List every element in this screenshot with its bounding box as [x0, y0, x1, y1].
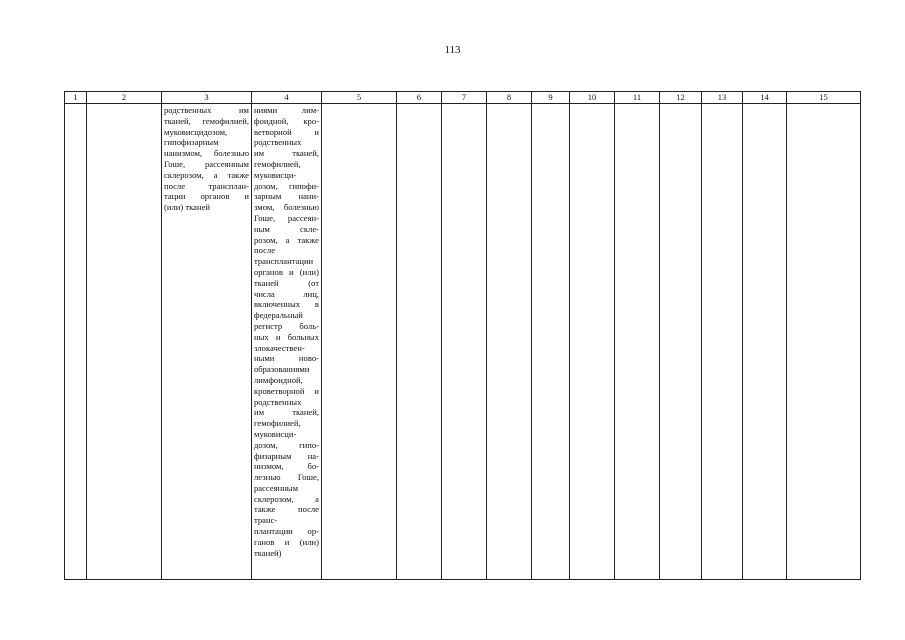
header-col-7: 7: [442, 92, 487, 104]
text-line: тканей): [254, 547, 282, 558]
header-col-10: 10: [570, 92, 615, 104]
text-line: зарным нани-: [254, 191, 319, 202]
cell-col-9: [532, 104, 570, 580]
cell-col-1: [65, 104, 87, 580]
text-line: нанизмом, болезнью: [164, 148, 249, 159]
text-line: тканей (от: [254, 277, 319, 288]
header-col-12: 12: [660, 92, 702, 104]
text-line: рассеянным: [254, 482, 299, 493]
header-col-15: 15: [787, 92, 861, 104]
text-line: плантации ор-: [254, 526, 319, 537]
text-line: образованиями: [254, 364, 310, 375]
text-line: ветворной и: [254, 126, 319, 137]
text-line: им тканей,: [254, 407, 319, 418]
text-line: родственных им: [164, 105, 249, 115]
text-line: ниями лим-: [254, 105, 319, 115]
cell-col-10: [570, 104, 615, 580]
page-number: 113: [444, 44, 461, 56]
text-line: трансплантации: [254, 256, 314, 267]
header-col-3: 3: [162, 92, 252, 104]
text-line: гемофилией,: [254, 158, 301, 169]
text-line: транс-: [254, 515, 278, 526]
header-col-6: 6: [397, 92, 442, 104]
text-line: муковисцидозом,: [164, 126, 228, 137]
header-col-5: 5: [322, 92, 397, 104]
cell-col-12: [660, 104, 702, 580]
text-line: им тканей,: [254, 148, 319, 159]
text-line: склерозом, а также: [164, 169, 249, 180]
text-line: Гоше, рассеянным: [164, 158, 249, 169]
text-line: розом, а также: [254, 234, 319, 245]
text-line: злокачествен-: [254, 342, 305, 353]
text-line: гемофилией,: [254, 418, 301, 429]
header-col-11: 11: [615, 92, 660, 104]
cell-col-15: [787, 104, 861, 580]
text-line: ными ново-: [254, 353, 319, 364]
text-line: (или) тканей: [164, 202, 210, 213]
text-line: дозом, гипо-: [254, 439, 319, 450]
cell-col-8: [487, 104, 532, 580]
text-line: гипофизарным: [164, 137, 219, 148]
text-line: числа лиц,: [254, 288, 319, 299]
text-line: муковисци-: [254, 169, 297, 180]
text-line: склерозом, а: [254, 493, 319, 504]
header-col-1: 1: [65, 92, 87, 104]
text-line: тации органов и: [164, 191, 249, 202]
text-line: кроветворной и: [254, 385, 319, 396]
data-table: [64, 91, 861, 580]
text-line: фоидной, кро-: [254, 115, 319, 126]
text-line: Гоше, рассеян-: [254, 212, 319, 223]
cell-col-6: [397, 104, 442, 580]
header-col-8: 8: [487, 92, 532, 104]
text-line: физарным на-: [254, 450, 319, 461]
header-col-14: 14: [743, 92, 787, 104]
text-line: родственных: [254, 137, 302, 148]
text-line: ных и больных: [254, 331, 319, 342]
text-line: низмом, бо-: [254, 461, 319, 472]
cell-col-3-text: [162, 104, 251, 213]
cell-col-4-text: [252, 104, 321, 558]
header-col-2: 2: [87, 92, 162, 104]
text-line: также после: [254, 504, 319, 515]
header-col-4: 4: [252, 92, 322, 104]
text-line: регистр боль-: [254, 320, 319, 331]
cell-col-5: [322, 104, 397, 580]
text-line: включенных в: [254, 299, 319, 310]
text-line: после: [254, 245, 276, 256]
text-line: после трансплан-: [164, 180, 249, 191]
text-line: федеральный: [254, 310, 303, 321]
text-line: органов и (или): [254, 266, 319, 277]
cell-col-4: [252, 104, 322, 580]
text-line: родственных: [254, 396, 302, 407]
cell-col-11: [615, 104, 660, 580]
header-col-9: 9: [532, 92, 570, 104]
cell-col-3: [162, 104, 252, 580]
text-line: змом, болезнью: [254, 202, 319, 213]
text-line: дозом, гипофи-: [254, 180, 319, 191]
cell-col-2: [87, 104, 162, 580]
header-col-13: 13: [702, 92, 743, 104]
text-line: муковисци-: [254, 428, 297, 439]
text-line: тканей, гемофилией,: [164, 115, 249, 126]
header-row: [65, 92, 861, 104]
cell-col-14: [743, 104, 787, 580]
cell-col-7: [442, 104, 487, 580]
table-row: [65, 104, 861, 580]
text-line: ным скле-: [254, 223, 319, 234]
text-line: ганов и (или): [254, 536, 319, 547]
cell-col-13: [702, 104, 743, 580]
text-line: лимфоидной,: [254, 374, 303, 385]
text-line: лезнью Гоше,: [254, 472, 319, 483]
